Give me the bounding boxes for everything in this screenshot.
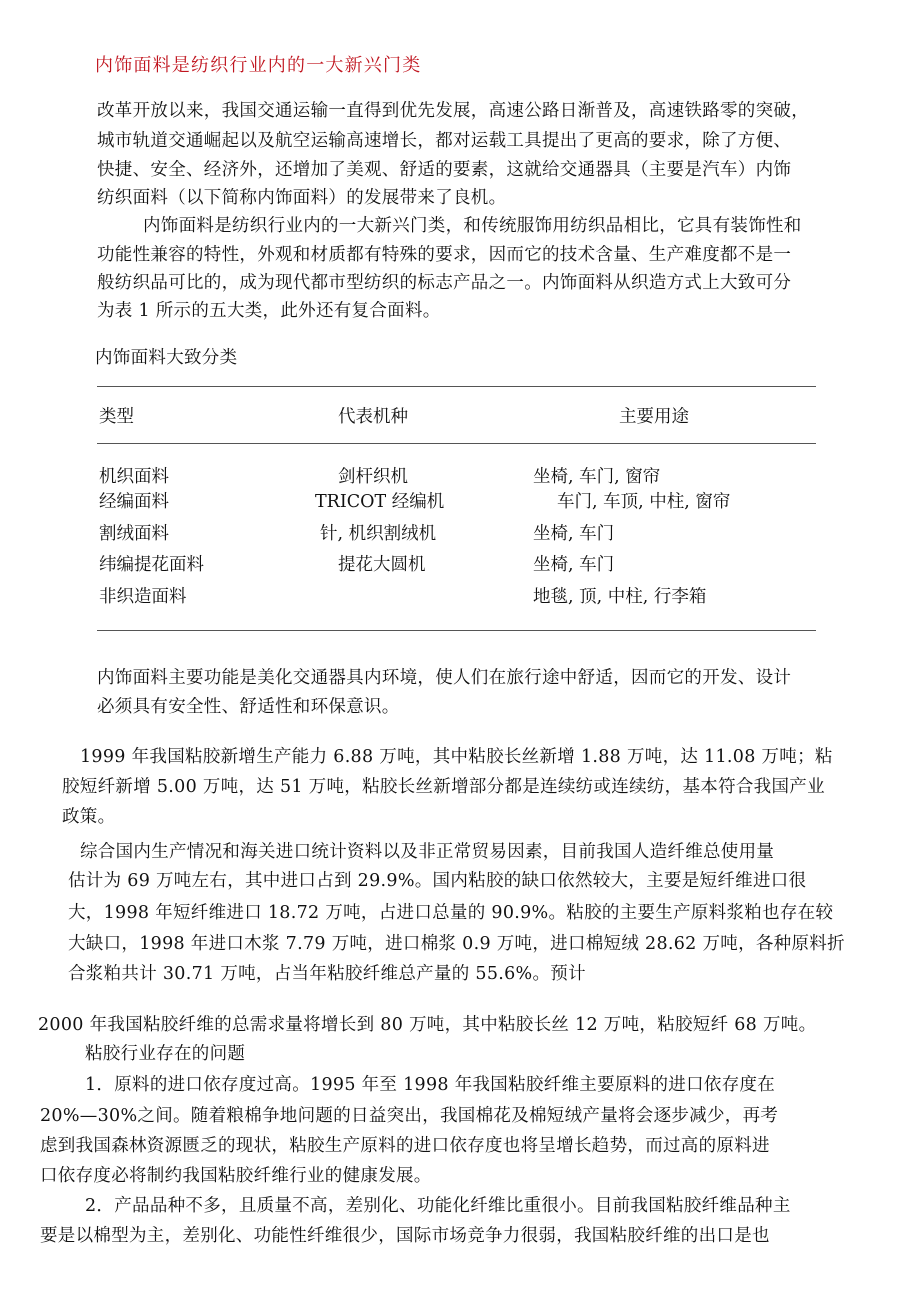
- text-line: 为表 1 所示的五大类，此外还有复合面料。: [97, 301, 441, 321]
- text-line: 合浆粕共计 30.71 万吨，占当年粘胶纤维总产量的 55.6%。预计: [68, 964, 586, 984]
- table-cell: 纬编提花面料: [99, 555, 204, 575]
- forecast-line: 2000 年我国粘胶纤维的总需求量将增长到 80 万吨，其中粘胶长丝 12 万吨，粘胶短纤 68 万吨。: [38, 1015, 817, 1035]
- table-cell: 剑杆织机: [338, 467, 408, 487]
- problems-heading: 粘胶行业存在的问题: [85, 1044, 246, 1064]
- table-header-type: 类型: [99, 407, 134, 427]
- table-cell: 车门, 车顶, 中柱, 窗帘: [557, 492, 731, 512]
- table-cell: 坐椅, 车门: [533, 555, 615, 575]
- text-line: 口依存度必将制约我国粘胶纤维行业的健康发展。: [40, 1166, 432, 1186]
- table-cell: 地毯, 顶, 中柱, 行李箱: [533, 587, 707, 607]
- table-cell: 坐椅, 车门, 窗帘: [533, 467, 661, 487]
- text-line: 大，1998 年短纤维进口 18.72 万吨，占进口总量的 90.9%。粘胶的主要生产原料浆粕也存在较: [68, 903, 834, 923]
- table-header-rule: [97, 443, 816, 444]
- table-cell: 坐椅, 车门: [533, 524, 615, 544]
- table-cell: 机织面料: [99, 467, 169, 487]
- table-bottom-rule: [97, 630, 816, 631]
- text-line: 虑到我国森林资源匮乏的现状，粘胶生产原料的进口依存度也将呈增长趋势，而过高的原料进: [40, 1136, 770, 1156]
- text-line: 纺织面料（以下简称内饰面料）的发展带来了良机。: [97, 188, 507, 208]
- table-cell: TRICOT 经编机: [315, 492, 445, 512]
- text-line: 内饰面料是纺织行业内的一大新兴门类，和传统服饰用纺织品相比，它具有装饰性和: [143, 216, 802, 236]
- text-line: 必须具有安全性、舒适性和环保意识。: [97, 697, 400, 717]
- text-line: 20%—30%之间。随着粮棉争地问题的日益突出，我国棉花及棉短绒产量将会逐步减少，再考: [40, 1106, 779, 1126]
- text-line: 大缺口，1998 年进口木浆 7.79 万吨，进口棉浆 0.9 万吨，进口棉短绒 28.62 万吨，各种原料折: [68, 934, 845, 954]
- table-top-rule: [97, 386, 816, 387]
- text-line: 内饰面料主要功能是美化交通器具内环境，使人们在旅行途中舒适，因而它的开发、设计: [97, 668, 792, 688]
- text-line: 政策。: [62, 807, 116, 827]
- table-cell: 非织造面料: [99, 587, 187, 607]
- text-line: 1．原料的进口依存度过高。1995 年至 1998 年我国粘胶纤维主要原料的进口依存度在: [85, 1075, 776, 1095]
- table-cell: 割绒面料: [99, 524, 169, 544]
- text-line: 快捷、安全、经济外，还增加了美观、舒适的要素，这就给交通器具（主要是汽车）内饰: [97, 160, 792, 180]
- table-cell: 针, 机织割绒机: [320, 524, 437, 544]
- table-caption: 内饰面料大致分类: [95, 348, 238, 368]
- table-cell: 提花大圆机: [338, 555, 426, 575]
- text-line: 胶短纤新增 5.00 万吨，达 51 万吨，粘胶长丝新增部分都是连续纺或连续纺，基本符合我国产业: [62, 777, 825, 797]
- text-line: 估计为 69 万吨左右，其中进口占到 29.9%。国内粘胶的缺口依然较大，主要是短纤维进口很: [68, 871, 807, 891]
- text-line: 要是以棉型为主，差别化、功能性纤维很少，国际市场竞争力很弱，我国粘胶纤维的出口是也: [40, 1226, 770, 1246]
- text-line: 1999 年我国粘胶新增生产能力 6.88 万吨，其中粘胶长丝新增 1.88 万吨，达 11.08 万吨；粘: [80, 747, 833, 767]
- table-header-usage: 主要用途: [619, 407, 689, 427]
- text-line: 功能性兼容的特性，外观和材质都有特殊的要求，因而它的技术含量、生产难度都不是一: [97, 245, 792, 265]
- document-title: 内饰面料是纺织行业内的一大新兴门类: [95, 55, 422, 76]
- text-line: 改革开放以来，我国交通运输一直得到优先发展，高速公路日渐普及，高速铁路零的突破，: [97, 101, 809, 121]
- text-line: 城市轨道交通崛起以及航空运输高速增长，都对运载工具提出了更高的要求，除了方便、: [97, 131, 792, 151]
- table-header-model: 代表机种: [338, 407, 408, 427]
- text-line: 般纺织品可比的，成为现代都市型纺织的标志产品之一。内饰面料从织造方式上大致可分: [97, 273, 792, 293]
- text-line: 综合国内生产情况和海关进口统计资料以及非正常贸易因素，目前我国人造纤维总使用量: [80, 842, 775, 862]
- table-cell: 经编面料: [99, 492, 169, 512]
- text-line: 2．产品品种不多，且质量不高，差别化、功能化纤维比重很小。目前我国粘胶纤维品种主: [85, 1196, 791, 1216]
